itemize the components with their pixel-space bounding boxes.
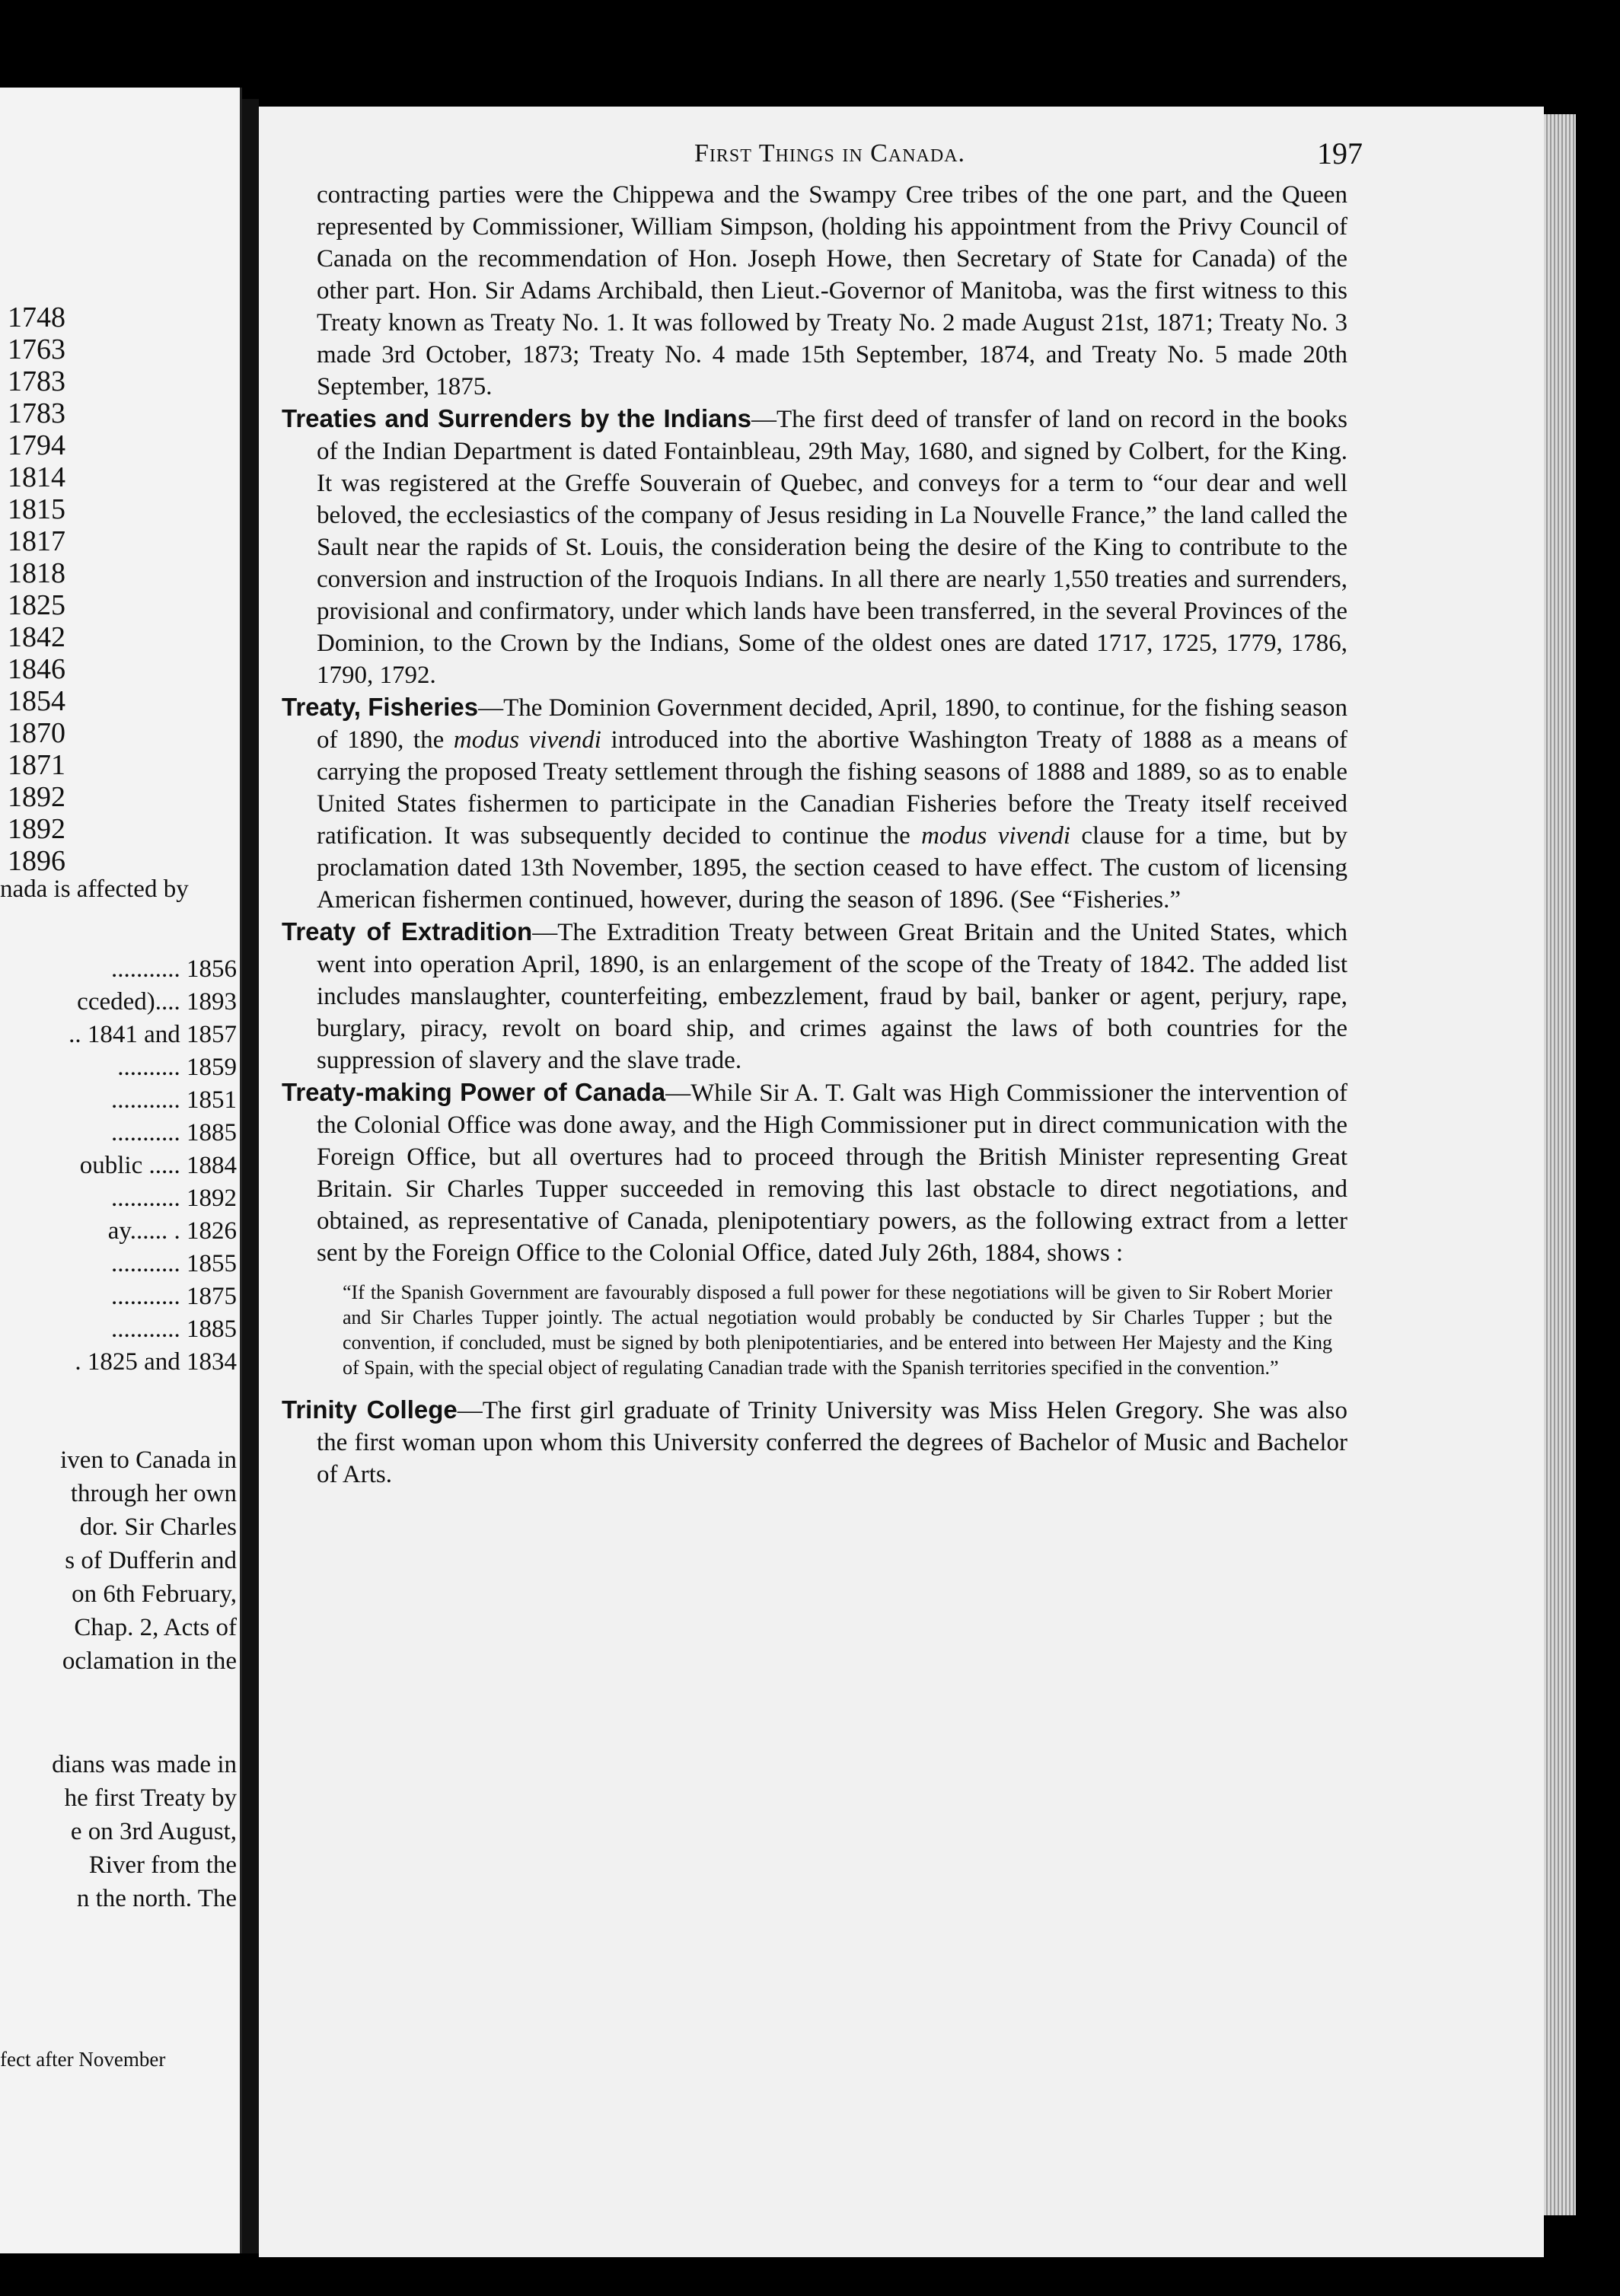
entry-treaty-making-power <box>282 1076 1347 1269</box>
date-list-entry: .......... 1859 <box>117 1054 237 1081</box>
left-text-line: oclamation in the <box>62 1647 237 1675</box>
year-entry: 1817 <box>8 525 65 557</box>
left-affected-line: nada is affected by <box>0 875 189 903</box>
left-page <box>0 88 242 2253</box>
entry-heading: Treaty-making Power of Canada <box>282 1078 666 1106</box>
quoted-extract: “If the Spanish Government are favourably disposed a full power for these negotiations will be given to Sir Robert Morier and Sir Charles Tupper jointly. The actual negotiation would probably be conducted by Sir Charles Tupper ; but the convention, if concluded, must be signed by both plenipotentiaries, and be entered into between Her Majesty and the King of Spain, with the special object of regulating Canadian trade with the Spanish territories specified in the convention.” <box>343 1281 1332 1379</box>
left-text-line: n the north. The <box>76 1885 237 1912</box>
entry-text: —The Dominion Government decided, April, 1890, to continue, for the fishing season of 1890, the <box>317 694 1347 754</box>
left-text-line: iven to Canada in <box>60 1446 237 1474</box>
year-entry: 1871 <box>8 749 65 781</box>
left-text-line: Chap. 2, Acts of <box>74 1614 237 1641</box>
entry-heading: Trinity College <box>282 1395 458 1424</box>
year-entry: 1818 <box>8 557 65 589</box>
date-list-entry: . 1825 and 1834 <box>75 1348 237 1376</box>
year-entry: 1896 <box>8 845 65 877</box>
entry-text: —The first deed of transfer of land on record in the books of the Indian Department is dated Fontainbleau, 29th May, 1680, and signed by Colbert, for the King. It was registered at the Greffe Souverain of Quebec, and conveys for a term to “our dear and well beloved, the ecclesiastics of the company of Jesus residing in La Nouvelle France,” the land called the Sault near the rapids of St. Louis, the consideration being the desire of the King to contribute to the conversion and instruction of the Iroquois Indians. In all there are nearly 1,550 treaties and surrenders, provisional and confirmatory, under which lands have been transferred, in the several Provinces of the Dominion, to the Crown by the Indians, Some of the oldest ones are dated 1717, 1725, 1779, 1786, 1790, 1792. <box>317 406 1348 689</box>
left-text-line: s of Dufferin and <box>65 1547 237 1574</box>
year-entry: 1892 <box>8 813 65 845</box>
left-text-line: dians was made in <box>52 1751 237 1778</box>
date-list-entry: ........... 1885 <box>111 1119 237 1146</box>
left-text-line: on 6th February, <box>72 1580 237 1608</box>
year-entry: 1892 <box>8 781 65 813</box>
year-entry: 1870 <box>8 717 65 749</box>
entry-text: introduced into the abortive Washington Treaty of 1888 as a means of carrying the proposed Treaty settlement through the fishing seasons of 1888 and 1889, so as to enable United States fishermen to participate in the Canadian Fisheries before the Treaty itself received ratification. It was subsequently decided to continue the <box>317 726 1348 850</box>
date-list-entry: cceded).... 1893 <box>77 988 237 1016</box>
left-text-line: e on 3rd August, <box>70 1818 237 1845</box>
running-head: First Things in Canada. <box>694 139 966 167</box>
entry-heading: Treaty of Extradition <box>282 917 533 946</box>
year-entry: 1748 <box>8 301 65 333</box>
left-text-line: he first Treaty by <box>64 1784 237 1812</box>
year-entry: 1814 <box>8 461 65 493</box>
entry-heading: Treaties and Surrenders by the Indians <box>282 404 751 432</box>
entry-italic: modus vivendi <box>453 726 601 754</box>
entry-trinity-college <box>282 1394 1347 1491</box>
entry-text: —The Extradition Treaty between Great Britain and the United States, which went into operation April, 1890, is an enlargement of the scope of the Treaty of 1842. The added list includes manslaughter, counterfeiting, embezzlement, fraud by bail, banker or agent, perjury, rape, burglary, piracy, revolt on board ship, and crimes against the laws of both countries for the suppression of slavery and the slave trade. <box>317 919 1347 1074</box>
date-list-entry: ........... 1892 <box>111 1185 237 1212</box>
year-entry: 1783 <box>8 397 65 429</box>
left-text-line: River from the <box>88 1851 237 1879</box>
year-entry: 1783 <box>8 365 65 397</box>
date-list-entry: oublic ..... 1884 <box>79 1152 237 1179</box>
page-body <box>282 179 1347 1491</box>
year-entry: 1854 <box>8 685 65 717</box>
date-list-entry: ........... 1855 <box>111 1250 237 1277</box>
date-list-entry: ........... 1885 <box>111 1315 237 1343</box>
entry-text: —The first girl graduate of Trinity University was Miss Helen Gregory. She was also the first woman upon whom this University conferred the degrees of Bachelor of Music and Bachelor of Arts. <box>317 1397 1347 1488</box>
year-entry: 1763 <box>8 333 65 365</box>
year-entry: 1842 <box>8 621 65 653</box>
date-list-entry: ........... 1851 <box>111 1086 237 1114</box>
page-number: 197 <box>1317 136 1363 171</box>
entry-text: —While Sir A. T. Galt was High Commissioner the intervention of the Colonial Office was done away, and the High Commissioner put in direct communication with the Foreign Office, but all overtures had to proceed through the British Minister representing Great Britain. Sir Charles Tupper succeeded in removing this last obstacle to direct negotiations, and obtained, as representative of Canada, plenipotentiary powers, as the following extract from a letter sent by the Foreign Office to the Colonial Office, dated July 26th, 1884, shows : <box>317 1079 1348 1267</box>
entry-treaty-extradition <box>282 916 1347 1076</box>
entry-heading: Treaty, Fisheries <box>282 693 479 721</box>
continuation-paragraph: contracting parties were the Chippewa and the Swampy Cree tribes of the one part, and the Queen represented by Commissioner, William Simpson, (holding his appointment from the Privy Council of Canada on the recommendation of Hon. Joseph Howe, then Secretary of State for Canada) of the other part. Hon. Sir Adams Archibald, then Lieut.-Governor of Manitoba, was the first witness to this Treaty known as Treaty No. 1. It was followed by Treaty No. 2 made August 21st, 1871; Treaty No. 3 made 3rd October, 1873; Treaty No. 4 made 15th September, 1874, and Treaty No. 5 made 20th September, 1875. <box>317 181 1347 400</box>
entry-treaty-fisheries <box>282 691 1347 916</box>
year-entry: 1794 <box>8 429 65 461</box>
book-gutter <box>242 99 259 2253</box>
year-entry: 1846 <box>8 653 65 685</box>
page-edge <box>1544 114 1576 2215</box>
left-footer: fect after November <box>0 2048 166 2071</box>
year-entry: 1825 <box>8 589 65 621</box>
left-text-line: through her own <box>70 1480 237 1507</box>
date-list-entry: .. 1841 and 1857 <box>69 1021 237 1048</box>
date-list-entry: ........... 1856 <box>111 955 237 983</box>
date-list-entry: ay...... . 1826 <box>107 1217 237 1245</box>
left-text-line: dor. Sir Charles <box>79 1513 237 1541</box>
entry-text: clause for a time, but by proclamation dated 13th November, 1895, the section ceased to have effect. The custom of licensing American fishermen continued, however, during the season of 1896. (See “Fisheries.” <box>317 822 1347 914</box>
year-entry: 1815 <box>8 493 65 525</box>
date-list-entry: ........... 1875 <box>111 1283 237 1310</box>
entry-italic: modus vivendi <box>921 822 1070 850</box>
entry-treaties-surrenders <box>282 403 1347 691</box>
